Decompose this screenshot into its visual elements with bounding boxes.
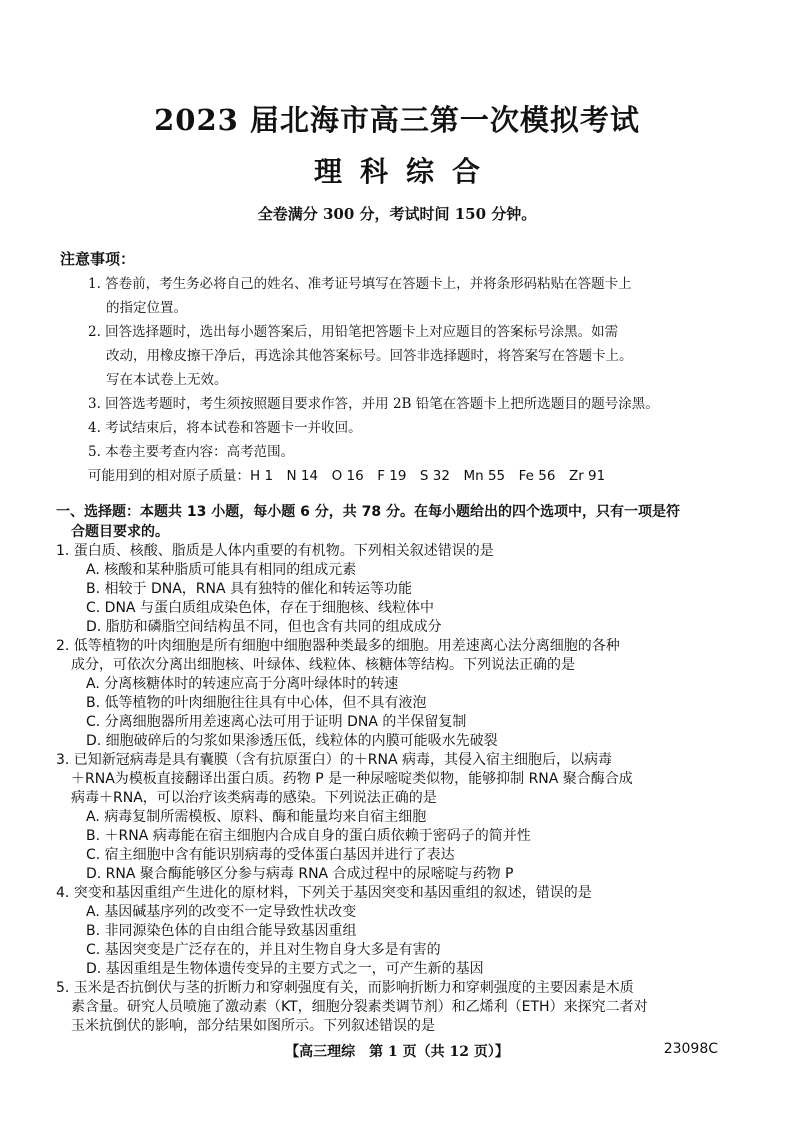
question-3-stem: 病毒＋RNA，可以治疗该类病毒的感染。下列说法正确的是 — [71, 790, 437, 806]
question-2-stem: 2. 低等植物的叶肉细胞是所有细胞中细胞器种类最多的细胞。用差速离心法分离细胞的各种 — [56, 638, 620, 654]
question-3-stem: ＋RNA为模板直接翻译出蛋白质。药物 P 是一种尿嘧啶类似物，能够抑制 RNA 聚合酶合成 — [71, 771, 633, 787]
note-item: 5. 本卷主要考查内容：高考范围。 — [88, 444, 295, 460]
note-item: 1. 答卷前，考生务必将自己的姓名、准考证号填写在答题卡上，并将条形码粘贴在答题卡上 — [88, 276, 632, 292]
question-list — [56, 542, 746, 1036]
page-footer: 【高三理综 第 1 页（共 12 页）】 — [285, 1044, 509, 1060]
question-4-option-d: D. 基因重组是生物体遗传变异的主要方式之一，可产生新的基因 — [86, 961, 484, 977]
notes-heading: 注意事项： — [60, 250, 136, 268]
note-item: 改动，用橡皮擦干净后，再选涂其他答案标号。回答非选择题时，将答案写在答题卡上。 — [106, 348, 633, 364]
atomic-masses: 可能用到的相对原子质量：H 1 N 14 O 16 F 19 S 32 Mn 55 Fe 56 Zr 91 — [88, 468, 606, 484]
section-heading-line: 合题目要求的。 — [71, 524, 169, 540]
question-2-option-c: C. 分离细胞器所用差速离心法可用于证明 DNA 的半保留复制 — [86, 714, 467, 730]
note-item: 写在本试卷上无效。 — [106, 372, 228, 388]
question-1-option-b: B. 相较于 DNA，RNA 具有独特的催化和转运等功能 — [86, 581, 413, 597]
question-1-option-d: D. 脂肪和磷脂空间结构虽不同，但也含有共同的组成成分 — [86, 619, 442, 635]
note-item: 4. 考试结束后，将本试卷和答题卡一并收回。 — [88, 420, 362, 436]
question-4-stem: 4. 突变和基因重组产生进化的原材料，下列关于基因突变和基因重组的叙述，错误的是 — [56, 885, 592, 901]
exam-title: 2023 届北海市高三第一次模拟考试 — [154, 103, 640, 137]
paper-code: 23098C — [663, 1041, 718, 1057]
notes-list — [88, 272, 728, 488]
question-1-stem: 1. 蛋白质、核酸、脂质是人体内重要的有机物。下列相关叙述错误的是 — [56, 543, 494, 559]
question-5-stem: 5. 玉米是否抗倒伏与茎的折断力和穿刺强度有关，而影响折断力和穿刺强度的主要因素是木质 — [56, 980, 634, 996]
note-item: 3. 回答选考题时，考生须按照题目要求作答，并用 2B 铅笔在答题卡上把所选题目的题号涂黑。 — [88, 396, 659, 412]
question-3-stem: 3. 已知新冠病毒是具有囊膜（含有抗原蛋白）的＋RNA 病毒，其侵入宿主细胞后，以病毒 — [56, 752, 613, 768]
question-2-stem: 成分，可依次分离出细胞核、叶绿体、线粒体、核糖体等结构。下列说法正确的是 — [71, 657, 575, 673]
section-heading — [56, 502, 746, 542]
question-1-option-a: A. 核酸和某种脂质可能具有相同的组成元素 — [86, 562, 357, 578]
note-item: 的指定位置。 — [106, 300, 187, 316]
question-2-option-d: D. 细胞破碎后的匀浆如果渗透压低，线粒体的内膜可能吸水先破裂 — [86, 733, 498, 749]
question-3-option-b: B. ＋RNA 病毒能在宿主细胞内合成自身的蛋白质依赖于密码子的简并性 — [86, 828, 531, 844]
exam-subject: 理科综合 — [313, 155, 498, 188]
score-time-info: 全卷满分 300 分，考试时间 150 分钟。 — [257, 205, 537, 223]
question-5-stem: 玉米抗倒伏的影响，部分结果如图所示。下列叙述错误的是 — [71, 1018, 435, 1034]
question-2-option-b: B. 低等植物的叶肉细胞往往具有中心体，但不具有液泡 — [86, 695, 427, 711]
question-4-option-c: C. 基因突变是广泛存在的，并且对生物自身大多是有害的 — [86, 942, 441, 958]
question-5-stem: 素含量。研究人员喷施了激动素（KT，细胞分裂素类调节剂）和乙烯利（ETH）来探究二者对 — [71, 999, 648, 1015]
question-1-option-c: C. DNA 与蛋白质组成染色体，存在于细胞核、线粒体中 — [86, 600, 434, 616]
question-3-option-a: A. 病毒复制所需模板、原料、酶和能量均来自宿主细胞 — [86, 809, 427, 825]
question-4-option-b: B. 非同源染色体的自由组合能导致基因重组 — [86, 923, 357, 939]
question-3-option-c: C. 宿主细胞中含有能识别病毒的受体蛋白基因并进行了表达 — [86, 847, 455, 863]
question-4-option-a: A. 基因碱基序列的改变不一定导致性状改变 — [86, 904, 357, 920]
section-heading-line: 一、选择题：本题共 13 小题，每小题 6 分，共 78 分。在每小题给出的四个选项中，只有一项是符 — [56, 504, 680, 520]
question-3-option-d: D. RNA 聚合酶能够区分参与病毒 RNA 合成过程中的尿嘧啶与药物 P — [86, 866, 514, 882]
question-2-option-a: A. 分离核糖体时的转速应高于分离叶绿体时的转速 — [86, 676, 399, 692]
note-item: 2. 回答选择题时，选出每小题答案后，用铅笔把答题卡上对应题目的答案标号涂黑。如需 — [88, 324, 619, 340]
